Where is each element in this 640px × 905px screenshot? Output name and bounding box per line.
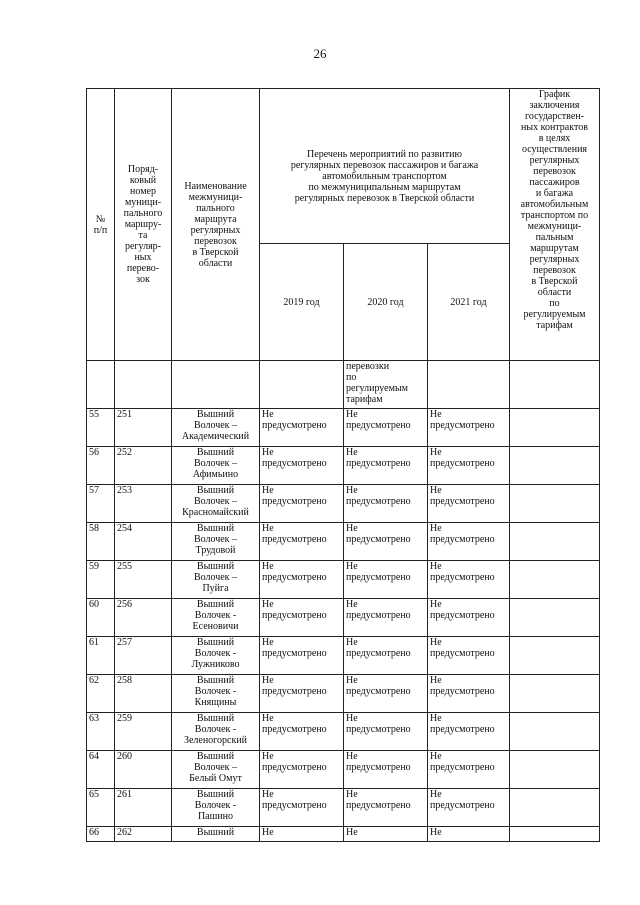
cell-2021: Не предусмотрено <box>428 485 510 523</box>
table-row <box>87 561 600 599</box>
cell-num: 65 <box>87 789 115 827</box>
table-row <box>87 637 600 675</box>
cell-schedule <box>510 447 600 485</box>
cell-num: 56 <box>87 447 115 485</box>
cell-schedule <box>510 523 600 561</box>
cell-num: 62 <box>87 675 115 713</box>
header-year-2020: 2020 год <box>344 244 428 361</box>
routes-table <box>86 88 600 842</box>
table-row <box>87 409 600 447</box>
carryover-text: перевозки по регулируемым тарифам <box>344 361 428 409</box>
cell-2020: Не предусмотрено <box>344 599 428 637</box>
cell-2021: Не предусмотрено <box>428 447 510 485</box>
cell-route: 259 <box>115 713 172 751</box>
cell-schedule <box>510 827 600 842</box>
cell-2019: Не предусмотрено <box>260 789 344 827</box>
cell-2021: Не предусмотрено <box>428 637 510 675</box>
cell-2020: Не предусмотрено <box>344 789 428 827</box>
cell-name: Вышний Волочек - Пашино <box>172 789 260 827</box>
cell-num: 59 <box>87 561 115 599</box>
cell-schedule <box>510 561 600 599</box>
header-measures: Перечень мероприятий по развитию регулярных перевозок пассажиров и багажа автомобильным транспортом по межмуниципальным маршрутам регулярных перевозок в Тверской области <box>260 89 510 244</box>
cell-2020: Не предусмотрено <box>344 485 428 523</box>
table-row <box>87 713 600 751</box>
cell-num: 55 <box>87 409 115 447</box>
cell-name: Вышний Волочек – Трудовой <box>172 523 260 561</box>
cell-2019: Не предусмотрено <box>260 751 344 789</box>
cell-2020: Не предусмотрено <box>344 447 428 485</box>
cell-2020: Не предусмотрено <box>344 675 428 713</box>
header-year-2021: 2021 год <box>428 244 510 361</box>
cell-2019: Не предусмотрено <box>260 523 344 561</box>
cell-2020: Не предусмотрено <box>344 409 428 447</box>
cell-name: Вышний Волочек – Белый Омут <box>172 751 260 789</box>
cell-name: Вышний Волочек - Есеновичи <box>172 599 260 637</box>
page-number: 26 <box>313 46 327 61</box>
header-row-1 <box>87 89 600 244</box>
cell-schedule <box>510 751 600 789</box>
cell-name: Вышний Волочек - Лужниково <box>172 637 260 675</box>
cell-2021: Не предусмотрено <box>428 599 510 637</box>
cell-num: 64 <box>87 751 115 789</box>
cell-name: Вышний Волочек - Зеленогорский <box>172 713 260 751</box>
cell-num: 66 <box>87 827 115 842</box>
header-schedule: График заключения государствен- ных контрактов в целях осуществления регулярных перевозок пассажиров и багажа автомобильным транспортом по межмуници- пальным маршрутам регулярных перевозок в Тверской области по регулируемым тарифам <box>510 89 600 361</box>
cell-route: 255 <box>115 561 172 599</box>
table-row <box>87 675 600 713</box>
cell-name: Вышний Волочек – Красномайский <box>172 485 260 523</box>
cell-num: 58 <box>87 523 115 561</box>
cell-name: Вышний Волочек – Афимьино <box>172 447 260 485</box>
cell-2020: Не <box>344 827 428 842</box>
cell-name: Вышний Волочек – Академический <box>172 409 260 447</box>
cell-name: Вышний <box>172 827 260 842</box>
table-row <box>87 827 600 842</box>
cell-route: 254 <box>115 523 172 561</box>
cell-2021: Не предусмотрено <box>428 713 510 751</box>
cell-2020: Не предусмотрено <box>344 561 428 599</box>
cell-num: 63 <box>87 713 115 751</box>
cell-2019: Не предусмотрено <box>260 599 344 637</box>
table-body <box>87 409 600 827</box>
cell-schedule <box>510 713 600 751</box>
cell-2020: Не предусмотрено <box>344 637 428 675</box>
cell-2021: Не предусмотрено <box>428 561 510 599</box>
cell-name: Вышний Волочек - Княщины <box>172 675 260 713</box>
table-row <box>87 751 600 789</box>
cell-2020: Не предусмотрено <box>344 751 428 789</box>
cell-2019: Не <box>260 827 344 842</box>
cell-2019: Не предусмотрено <box>260 485 344 523</box>
cell-2021: Не предусмотрено <box>428 409 510 447</box>
header-year-2019: 2019 год <box>260 244 344 361</box>
cell-2021: Не <box>428 827 510 842</box>
carryover-row <box>87 361 600 409</box>
table-row <box>87 485 600 523</box>
cell-route: 257 <box>115 637 172 675</box>
cell-schedule <box>510 599 600 637</box>
cell-schedule <box>510 409 600 447</box>
cell-route: 258 <box>115 675 172 713</box>
cell-2020: Не предусмотрено <box>344 713 428 751</box>
cell-2019: Не предусмотрено <box>260 561 344 599</box>
cell-2019: Не предусмотрено <box>260 713 344 751</box>
cell-2021: Не предусмотрено <box>428 675 510 713</box>
cell-2019: Не предусмотрено <box>260 447 344 485</box>
cell-num: 61 <box>87 637 115 675</box>
cell-name: Вышний Волочек – Пуйга <box>172 561 260 599</box>
table-row <box>87 599 600 637</box>
cell-schedule <box>510 637 600 675</box>
cell-route: 256 <box>115 599 172 637</box>
cell-2021: Не предусмотрено <box>428 523 510 561</box>
table-row <box>87 523 600 561</box>
cell-2019: Не предусмотрено <box>260 409 344 447</box>
table-row <box>87 789 600 827</box>
cell-2020: Не предусмотрено <box>344 523 428 561</box>
header-route-name: Наименование межмуници- пального маршрута регулярных перевозок в Тверской области <box>172 89 260 361</box>
cell-num: 57 <box>87 485 115 523</box>
header-num: № п/п <box>87 89 115 361</box>
table-row <box>87 447 600 485</box>
cell-2021: Не предусмотрено <box>428 789 510 827</box>
cell-route: 252 <box>115 447 172 485</box>
header-route-order: Поряд- ковый номер муници- пального маршру- та регуляр- ных перево- зок <box>115 89 172 361</box>
cell-route: 251 <box>115 409 172 447</box>
cell-route: 253 <box>115 485 172 523</box>
cell-schedule <box>510 789 600 827</box>
cell-route: 261 <box>115 789 172 827</box>
cell-2021: Не предусмотрено <box>428 751 510 789</box>
cell-2019: Не предусмотрено <box>260 637 344 675</box>
cell-schedule <box>510 485 600 523</box>
cell-route: 260 <box>115 751 172 789</box>
cell-2019: Не предусмотрено <box>260 675 344 713</box>
cell-num: 60 <box>87 599 115 637</box>
cell-route: 262 <box>115 827 172 842</box>
cell-schedule <box>510 675 600 713</box>
